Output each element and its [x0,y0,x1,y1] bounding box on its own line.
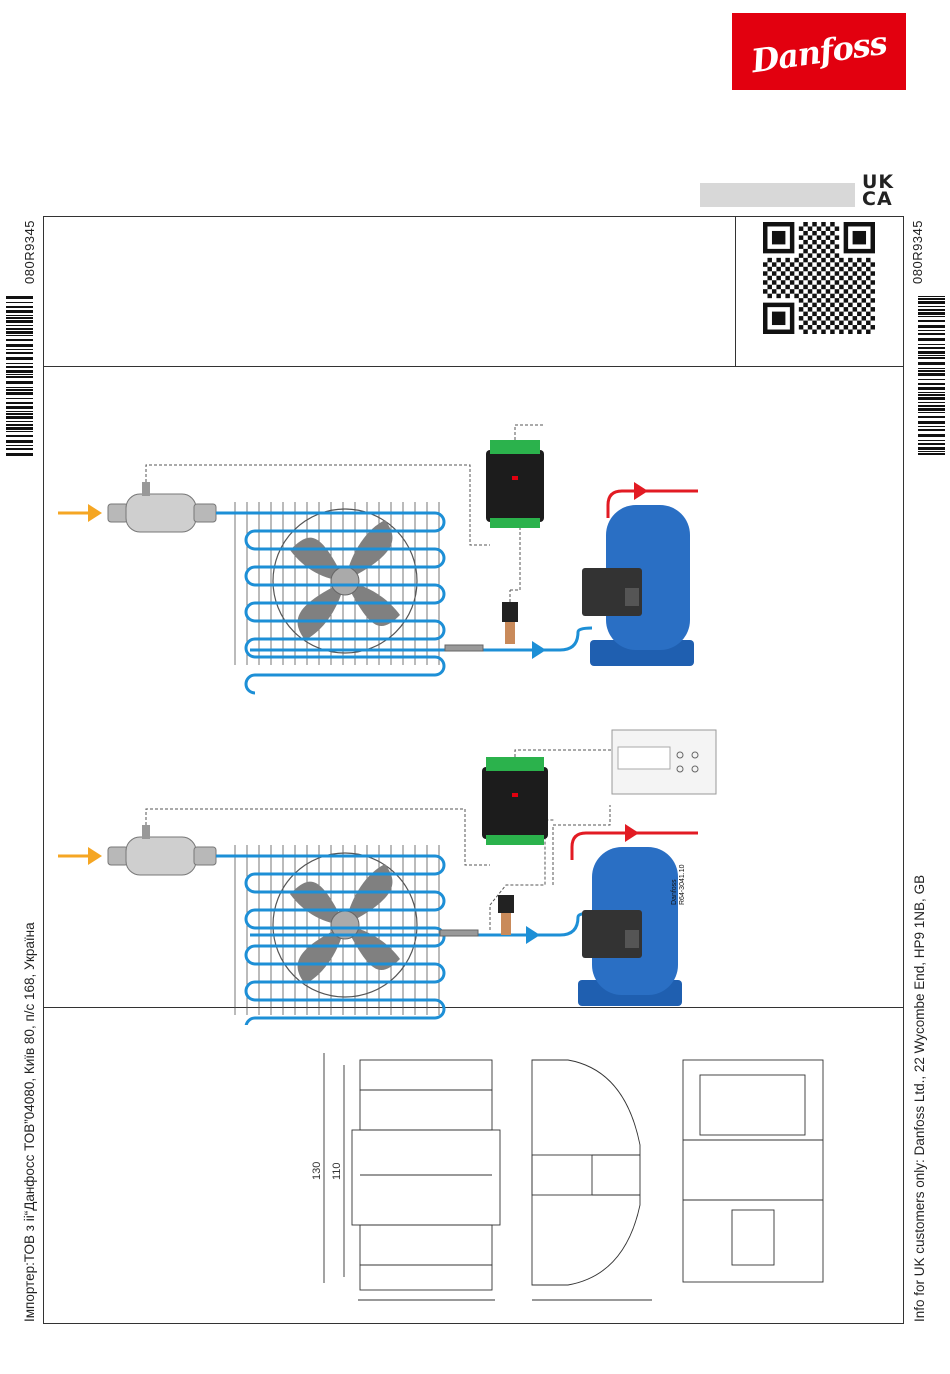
system-diagram-1 [50,410,720,700]
expansion-valve-icon [108,482,216,532]
controller-module-icon [486,440,544,528]
discharge-arrow-icon [625,824,639,842]
qr-code[interactable] [762,222,876,334]
inlet-arrow-icon [88,847,102,865]
compressor-label-line2: R64-3041.10 [679,864,686,905]
dimension-drawings [300,1045,840,1320]
dim-height-130: 130 [311,1161,323,1180]
side-view-drawing [532,1060,640,1285]
product-code-left: 080R9345 [22,220,37,284]
sensor-icon [445,645,483,651]
divider-header [44,366,903,367]
sensor-icon [440,930,478,936]
pressure-transmitter-icon [502,590,518,644]
danfoss-logo [732,13,906,90]
expansion-valve-icon [108,825,216,875]
controller-module-icon [482,757,548,845]
compressor-label-line1: Danfoss [671,879,678,905]
discharge-arrow-icon [634,482,648,500]
compressor-icon [582,505,694,666]
ukca-line2: CA [862,188,893,210]
back-view-drawing [683,1060,823,1282]
barcode-left [6,296,33,456]
ukca-line1: UK [862,171,895,193]
display-module-icon [612,730,716,794]
inlet-arrow-icon [88,504,102,522]
label-field-bar [700,183,855,207]
flow-arrow-icon [532,641,546,659]
compressor-icon [578,847,686,1006]
system-diagram-2 [50,725,720,1025]
product-code-right: 080R9345 [910,220,925,284]
uk-customer-info: Info for UK customers only: Danfoss Ltd., 22 Wycombe End, HP9 1NB, GB [912,874,927,1322]
flow-arrow-icon [526,926,540,944]
pressure-transmitter-icon [498,895,514,935]
divider-qr [735,217,736,366]
dim-height-110: 110 [331,1162,343,1180]
barcode-right [918,296,945,456]
ukca-mark [862,171,902,210]
front-view-drawing [352,1060,500,1290]
logo-text: Danfoss [749,23,889,80]
importer-address: Імпортер:ТОВ з іі“Данфосс ТОВ”04080, Київ 80, п/с 168, Україна [22,922,37,1322]
